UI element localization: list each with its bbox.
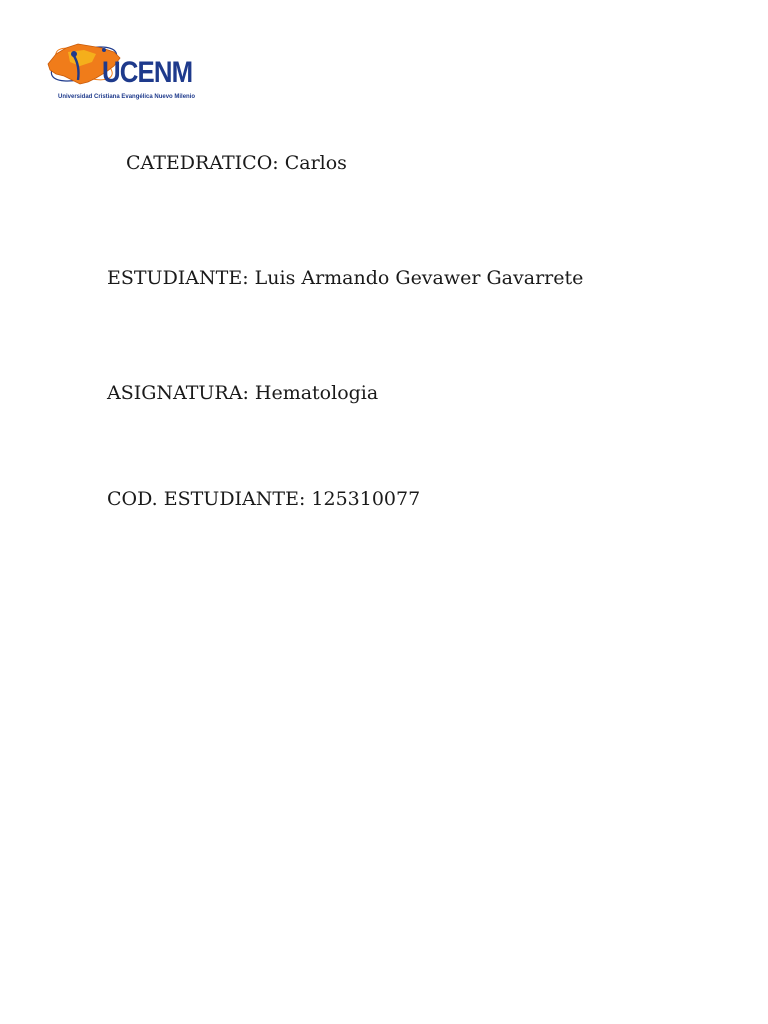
asignatura-line: ASIGNATURA: Hematologia	[107, 382, 379, 404]
estudiante-line: ESTUDIANTE: Luis Armando Gevawer Gavarrete	[107, 267, 584, 289]
logo-tagline: Universidad Cristiana Evangélica Nuevo Milenio	[58, 94, 196, 100]
cod-estudiante-line: COD. ESTUDIANTE: 125310077	[107, 488, 421, 510]
logo-wordmark: UCENM	[102, 56, 193, 89]
ucenm-logo	[44, 36, 200, 106]
catedratico-line: CATEDRATICO: Carlos	[126, 152, 347, 174]
